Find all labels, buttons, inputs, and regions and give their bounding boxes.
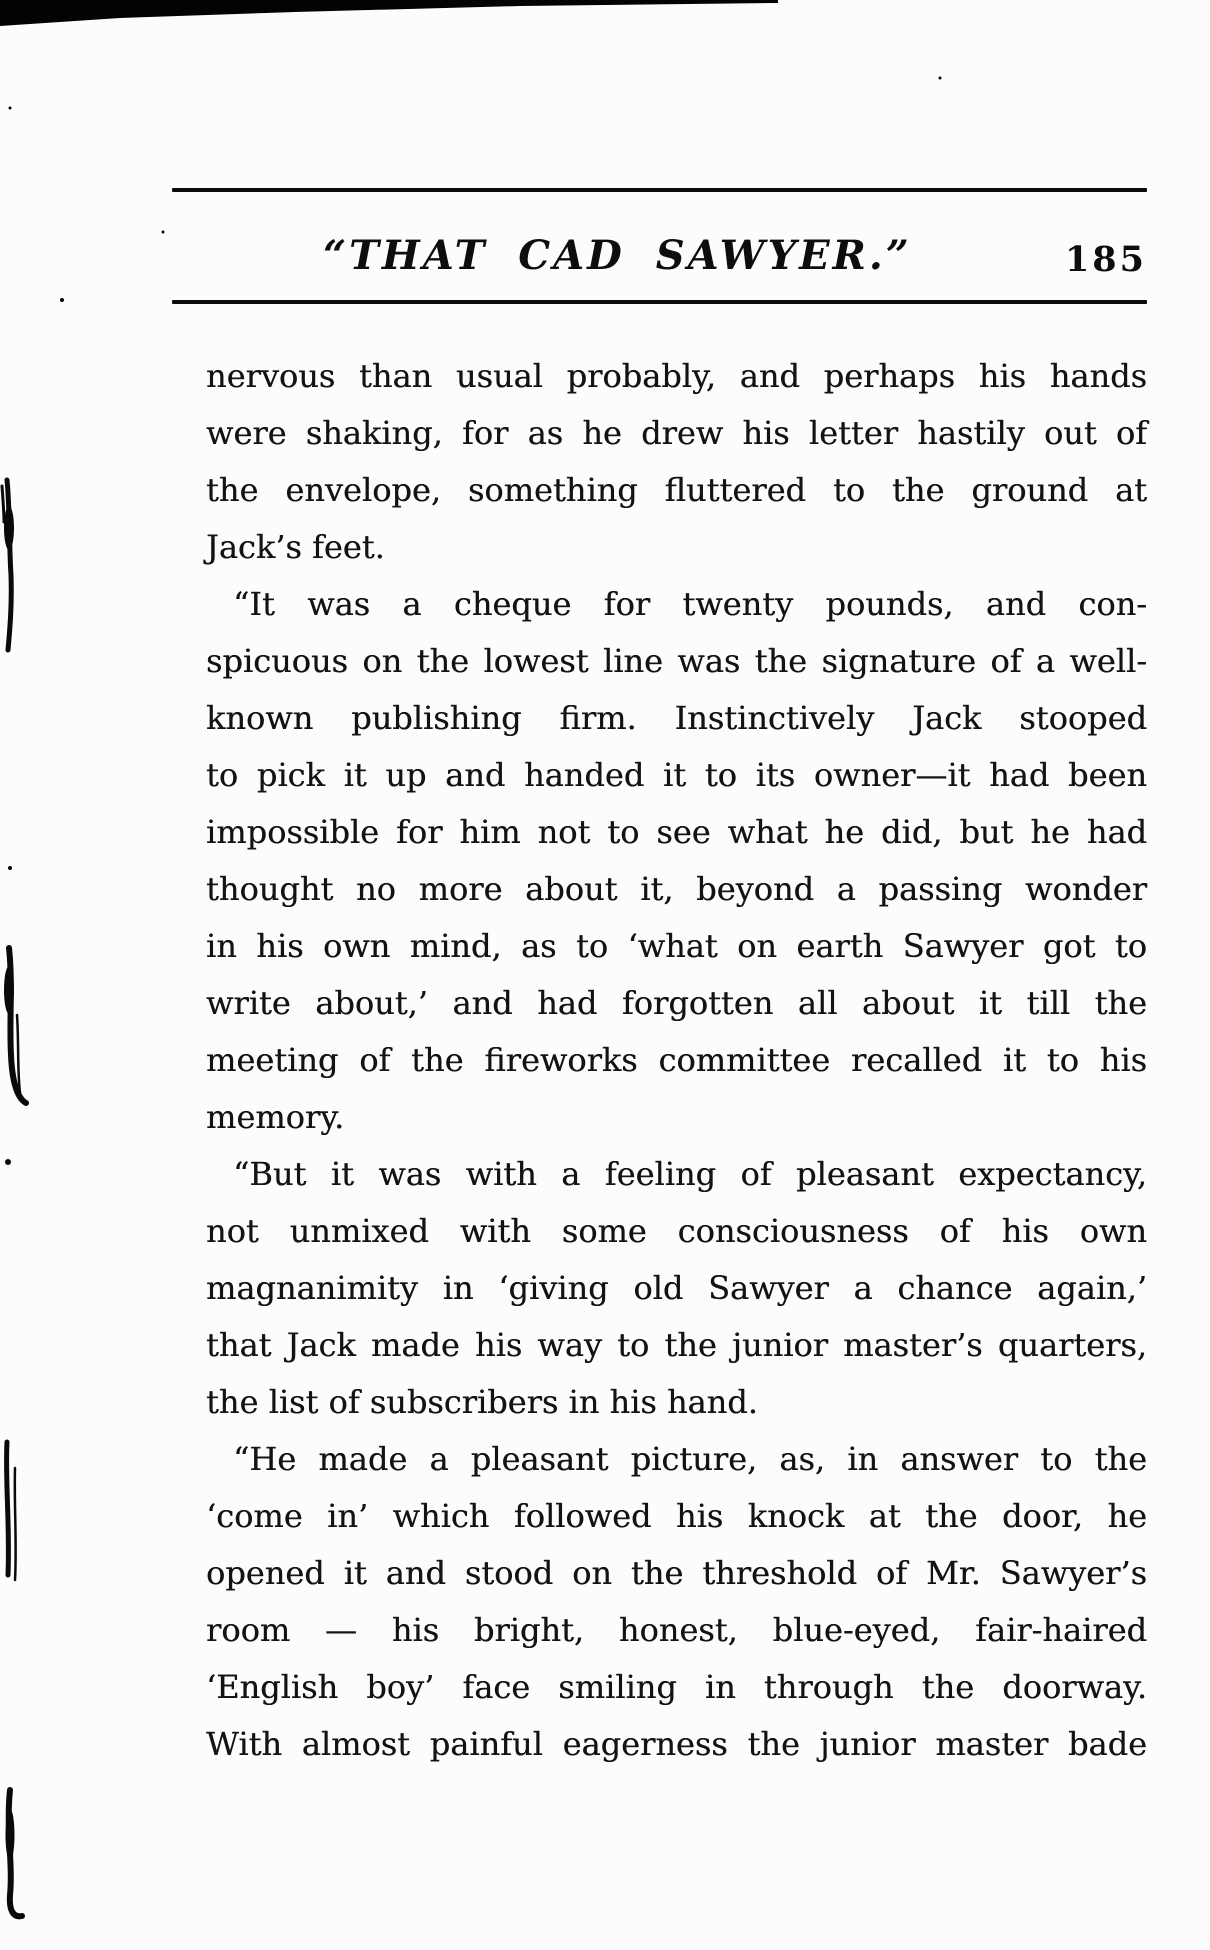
page-text: [206, 348, 1147, 1773]
text-line: the envelope, something fluttered to the ground at: [206, 471, 1147, 509]
text-line: “But it was with a feeling of pleasant expectancy,: [233, 1155, 1147, 1193]
text-line: “He made a pleasant picture, as, in answer to the: [233, 1440, 1147, 1478]
header-rule-bottom: [172, 300, 1147, 304]
text-line: ‘English boy’ face smiling in through the doorway.: [206, 1668, 1147, 1706]
text-line: write about,’ and had forgotten all about it till the: [206, 984, 1147, 1022]
text-line: Jack’s feet.: [206, 528, 385, 566]
text-line: impossible for him not to see what he did, but he had: [206, 813, 1147, 851]
text-line: thought no more about it, beyond a passing wonder: [206, 870, 1147, 908]
text-line: meeting of the fireworks committee recalled it to his: [206, 1041, 1147, 1079]
running-head-title: “THAT CAD SAWYER.”: [323, 232, 912, 279]
text-line: room — his bright, honest, blue-eyed, fair-haired: [206, 1611, 1147, 1649]
text-line: the list of subscribers in his hand.: [206, 1383, 758, 1421]
text-line: ‘come in’ which followed his knock at the door, he: [206, 1497, 1147, 1535]
page-number: 185: [1064, 239, 1147, 280]
text-line: magnanimity in ‘giving old Sawyer a chance again,’: [206, 1269, 1147, 1307]
text-line: in his own mind, as to ‘what on earth Sawyer got to: [206, 927, 1147, 965]
text-line: were shaking, for as he drew his letter hastily out of: [206, 414, 1147, 452]
scan-top-bar: [0, 0, 1210, 32]
text-line: not unmixed with some consciousness of his own: [206, 1212, 1147, 1250]
text-line: nervous than usual probably, and perhaps his hands: [206, 357, 1147, 395]
text-line: With almost painful eagerness the junior master bade: [206, 1725, 1147, 1763]
text-line: to pick it up and handed it to its owner—it had been: [206, 756, 1147, 794]
text-line: spicuous on the lowest line was the signature of a well-: [206, 642, 1147, 680]
text-line: known publishing firm. Instinctively Jack stooped: [206, 699, 1147, 737]
text-line: opened it and stood on the threshold of Mr. Sawyer’s: [206, 1554, 1147, 1592]
text-line: that Jack made his way to the junior master’s quarters,: [206, 1326, 1147, 1364]
text-line: memory.: [206, 1098, 345, 1136]
header-rule-top: [172, 188, 1147, 192]
text-line: “It was a cheque for twenty pounds, and con-: [233, 585, 1147, 623]
